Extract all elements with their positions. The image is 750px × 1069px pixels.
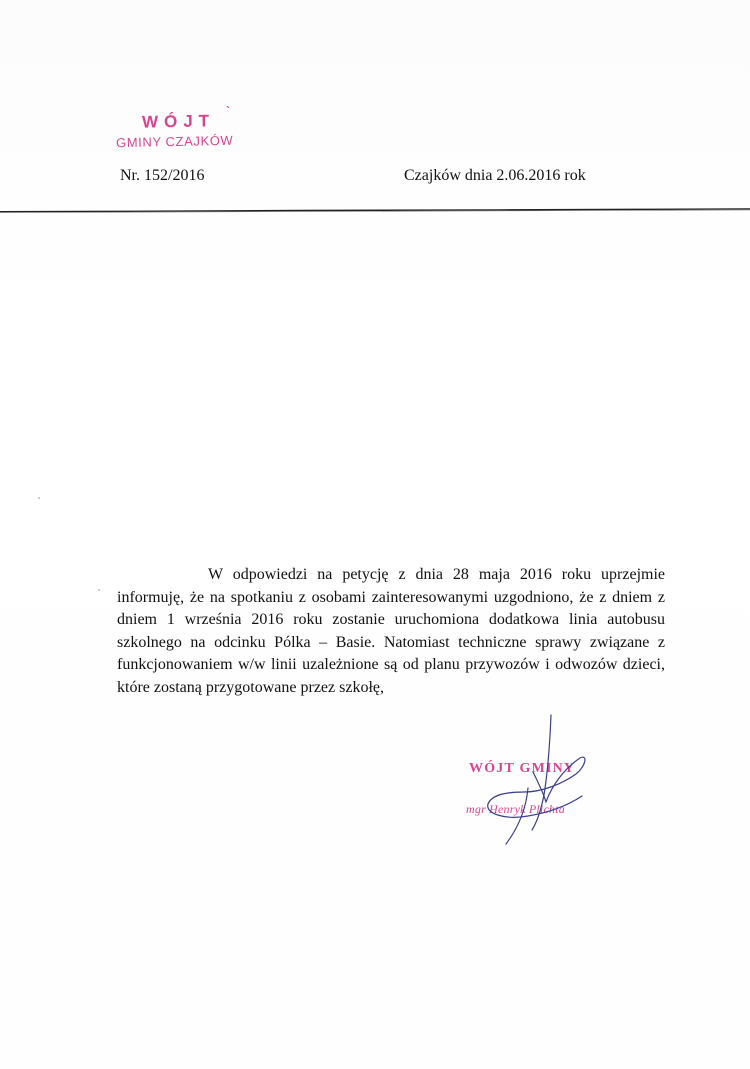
header-divider	[0, 207, 750, 214]
reference-number: Nr. 152/2016	[120, 167, 205, 184]
signature-stamp-title: WÓJT GMINY	[469, 761, 576, 776]
place-and-date: Czajków dnia 2.06.2016 rok	[404, 167, 586, 184]
stamp-ink-mark: `	[226, 104, 230, 118]
signature-stamp-name: mgr Henryk Plichta	[466, 802, 565, 816]
stamp-subtitle: GMINY CZAJKÓW	[115, 132, 234, 151]
handwritten-signature-icon	[440, 710, 640, 860]
stamp-title: WÓJT	[141, 111, 216, 132]
scan-speck	[38, 497, 40, 499]
scan-speck	[98, 589, 100, 591]
signature-block	[440, 710, 640, 860]
letter-body-paragraph: W odpowiedzi na petycję z dnia 28 maja 2016 roku uprzejmie informuję, że na spotkaniu z osobami zainteresowanymi uzgodniono, że z dniem z dniem 1 września 2016 roku zostanie uruchomiona dodatkowa linia autobusu szkolnego na odcinku Pólka – Basie. Natomiast techniczne sprawy związane z funkcjonowaniem w/w linii uzależnione są od planu przywozów i odwozów dzieci, które zostaną przygotowane przez szkołę,	[117, 566, 665, 696]
